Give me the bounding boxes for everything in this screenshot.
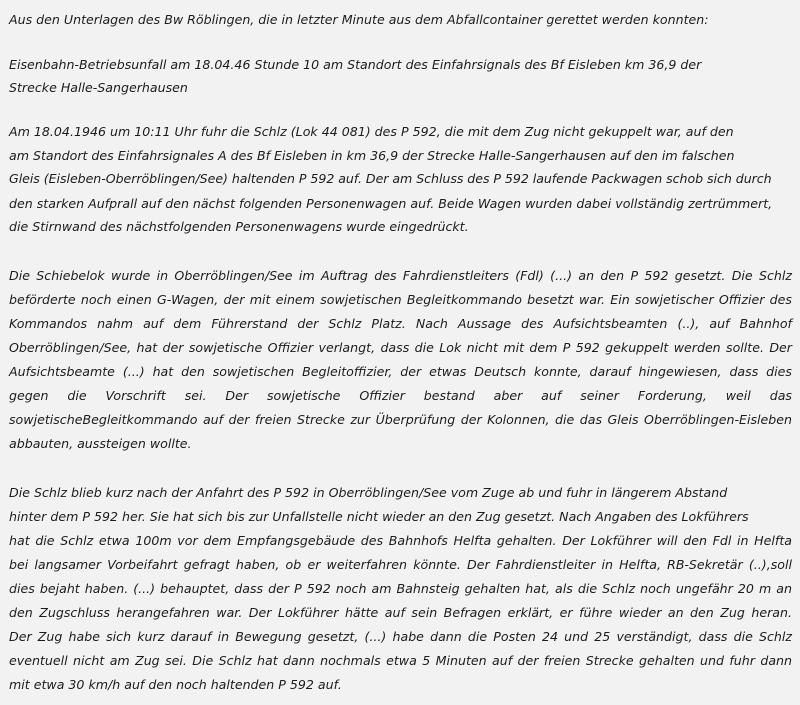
paragraph-line: Aufsichtsbeamte (...) hat den sowjetischen Begleitoffizier, der etwas Deutsch konnte, darauf hingewiesen, dass dies bbox=[9, 364, 792, 379]
paragraph-line: hat die Schlz etwa 100m vor dem Empfangsgebäude des Bahnhofs Helfta gehalten. Der Lokführer will den Fdl in Helfta bbox=[9, 533, 792, 548]
paragraph-line: bei langsamer Vorbeifahrt gefragt haben, ob er weiterfahren könnte. Der Fahrdienstleiter in Helfta, RB-Sekretär (..),soll bbox=[9, 557, 792, 572]
paragraph-line: Kommandos nahm auf dem Führerstand der Schlz Platz. Nach Aussage des Aufsichtsbeamten (..), auf Bahnhof bbox=[9, 316, 792, 331]
paragraph-line: am Standort des Einfahrsignales A des Bf Eisleben in km 36,9 der Strecke Halle-Sangerhausen auf den im falschen bbox=[9, 148, 735, 163]
heading-line: Strecke Halle-Sangerhausen bbox=[9, 80, 188, 95]
paragraph-line: gegen die Vorschrift sei. Der sowjetische Offizier bestand aber auf seiner Forderung, weil das bbox=[9, 388, 792, 403]
paragraph-line: beförderte noch einen G-Wagen, der mit einem sowjetischen Begleitkommando besetzt war. Ein sowjetischer Offizier des bbox=[9, 292, 792, 307]
intro-line: Aus den Unterlagen des Bw Röblingen, die in letzter Minute aus dem Abfallcontainer gerettet werden konnten: bbox=[9, 12, 709, 27]
paragraph-line: Der Zug habe sich kurz darauf in Bewegung gesetzt, (...) habe dann die Posten 24 und 25 verständigt, dass die Schlz bbox=[9, 629, 792, 644]
paragraph-line: hinter dem P 592 her. Sie hat sich bis zur Unfallstelle nicht wieder an den Zug gesetzt. Nach Angaben des Lokführers bbox=[9, 509, 749, 524]
paragraph-line: Die Schiebelok wurde in Oberröblingen/See im Auftrag des Fahrdienstleiters (Fdl) (...) an den P 592 gesetzt. Die Schlz bbox=[9, 268, 792, 283]
heading-line: Eisenbahn-Betriebsunfall am 18.04.46 Stunde 10 am Standort des Einfahrsignals des Bf Eisleben km 36,9 der bbox=[9, 57, 702, 72]
paragraph-line: abbauten, aussteigen wollte. bbox=[9, 436, 192, 451]
paragraph-line: Die Schlz blieb kurz nach der Anfahrt des P 592 in Oberröblingen/See vom Zuge ab und fuhr in längerem Abstand bbox=[9, 485, 728, 500]
paragraph-line: eventuell nicht am Zug sei. Die Schlz hat dann nochmals etwa 5 Minuten auf der freien Strecke gehalten und fuhr dann bbox=[9, 653, 792, 668]
paragraph-line: die Stirnwand des nächstfolgenden Personenwagens wurde eingedrückt. bbox=[9, 219, 469, 234]
paragraph-line: Am 18.04.1946 um 10:11 Uhr fuhr die Schlz (Lok 44 081) des P 592, die mit dem Zug nicht gekuppelt war, auf den bbox=[9, 124, 734, 139]
paragraph-line: den Zugschluss herangefahren war. Der Lokführer hätte auf sein Befragen erklärt, er führe wieder an den Zug heran. bbox=[9, 605, 792, 620]
paragraph-line: Oberröblingen/See, hat der sowjetische Offizier verlangt, dass die Lok nicht mit dem P 592 gekuppelt werden sollte. Der bbox=[9, 340, 792, 355]
paragraph-line: Gleis (Eisleben-Oberröblingen/See) haltenden P 592 auf. Der am Schluss des P 592 laufende Packwagen schob sich durch bbox=[9, 171, 772, 186]
paragraph-line: mit etwa 30 km/h auf den noch haltenden P 592 auf. bbox=[9, 677, 342, 692]
paragraph-line: den starken Aufprall auf den nächst folgenden Personenwagen auf. Beide Wagen wurden dabei vollständig zertrümmert, bbox=[9, 196, 773, 211]
paragraph-line: dies bejaht haben. (...) behauptet, dass der P 592 noch am Bahnsteig gehalten hat, als die Schlz noch ungefähr 20 m an bbox=[9, 581, 792, 596]
paragraph-line: sowjetischeBegleitkommando auf der freien Strecke zur Überprüfung der Kolonnen, die das Gleis Oberröblingen-Eisleben bbox=[9, 412, 792, 427]
